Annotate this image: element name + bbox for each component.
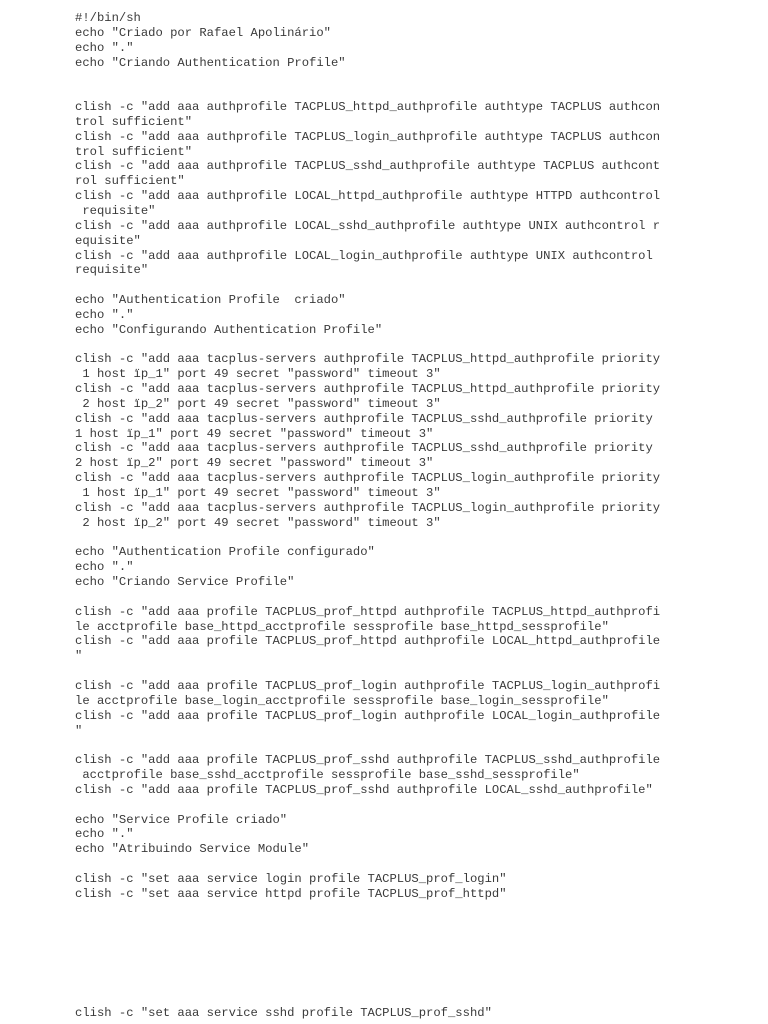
- code-line: ": [75, 649, 83, 664]
- code-line: ": [75, 723, 83, 738]
- code-line: clish -c "add aaa authprofile LOCAL_login_authprofile authtype UNIX authcontrol: [75, 248, 653, 263]
- code-line: echo "Criando Service Profile": [75, 575, 295, 590]
- code-line: 2 host ïp_2" port 49 secret "password" timeout 3": [75, 515, 441, 530]
- code-line: acctprofile base_sshd_acctprofile sessprofile base_sshd_sessprofile": [75, 768, 580, 783]
- code-line: echo "Criando Authentication Profile": [75, 55, 346, 70]
- code-line: clish -c "add aaa profile TACPLUS_prof_sshd authprofile TACPLUS_sshd_authprofile: [75, 753, 661, 768]
- code-line: clish -c "add aaa profile TACPLUS_prof_httpd authprofile TACPLUS_httpd_authprofi: [75, 604, 661, 619]
- code-line: clish -c "add aaa tacplus-servers authprofile TACPLUS_sshd_authprofile priority: [75, 411, 653, 426]
- code-line: clish -c "add aaa authprofile LOCAL_sshd_authprofile authtype UNIX authcontrol r: [75, 218, 661, 233]
- code-line: [75, 338, 715, 353]
- code-line: echo "Criado por Rafael Apolinário": [75, 25, 331, 40]
- code-line: clish -c "add aaa tacplus-servers authprofile TACPLUS_httpd_authprofile priority: [75, 382, 661, 397]
- code-line: [75, 278, 715, 293]
- code-line: [75, 857, 715, 872]
- code-line: echo ".": [75, 560, 134, 575]
- code-line: echo ".": [75, 40, 134, 55]
- code-line: clish -c "add aaa authprofile TACPLUS_login_authprofile authtype TACPLUS authcon: [75, 129, 661, 144]
- code-line: clish -c "add aaa profile TACPLUS_prof_login authprofile TACPLUS_login_authprofi: [75, 678, 661, 693]
- code-line: 2 host ïp_2" port 49 secret "password" timeout 3": [75, 456, 434, 471]
- code-line: trol sufficient": [75, 114, 193, 129]
- code-line: [75, 738, 715, 753]
- code-line: clish -c "add aaa profile TACPLUS_prof_login authprofile LOCAL_login_authprofile: [75, 708, 661, 723]
- code-line: [75, 798, 715, 813]
- script-last-line: clish -c "set aaa service sshd profile TACPLUS_prof_sshd": [75, 1006, 492, 1020]
- code-line: [75, 531, 715, 546]
- code-line: clish -c "add aaa authprofile LOCAL_httpd_authprofile authtype HTTPD authcontrol: [75, 189, 661, 204]
- code-line: equisite": [75, 233, 141, 248]
- code-line: 1 host ïp_1" port 49 secret "password" timeout 3": [75, 367, 441, 382]
- code-line: clish -c "set aaa service httpd profile TACPLUS_prof_httpd": [75, 886, 507, 901]
- code-line: echo "Service Profile criado": [75, 812, 288, 827]
- code-line: echo "Authentication Profile configurado": [75, 545, 375, 560]
- code-line: [75, 70, 715, 85]
- code-line: le acctprofile base_login_acctprofile sessprofile base_login_sessprofile": [75, 693, 609, 708]
- code-line: clish -c "add aaa profile TACPLUS_prof_sshd authprofile LOCAL_sshd_authprofile": [75, 782, 653, 797]
- code-line: clish -c "add aaa profile TACPLUS_prof_httpd authprofile LOCAL_httpd_authprofile: [75, 634, 661, 649]
- code-line: clish -c "add aaa tacplus-servers authprofile TACPLUS_httpd_authprofile priority: [75, 352, 661, 367]
- code-line: le acctprofile base_httpd_acctprofile sessprofile base_httpd_sessprofile": [75, 619, 609, 634]
- code-line: clish -c "add aaa tacplus-servers authprofile TACPLUS_login_authprofile priority: [75, 500, 661, 515]
- code-line: echo "Configurando Authentication Profile": [75, 322, 383, 337]
- code-line: echo "Atribuindo Service Module": [75, 842, 310, 857]
- code-line: echo ".": [75, 827, 134, 842]
- script-code-block: [75, 11, 715, 902]
- code-line: clish -c "set aaa service login profile TACPLUS_prof_login": [75, 871, 507, 886]
- code-line: echo "Authentication Profile criado": [75, 293, 346, 308]
- code-line: [75, 664, 715, 679]
- code-line: 1 host ïp_1" port 49 secret "password" timeout 3": [75, 426, 434, 441]
- code-line: trol sufficient": [75, 144, 193, 159]
- code-line: requisite": [75, 263, 149, 278]
- code-line: rol sufficient": [75, 174, 185, 189]
- code-line: 1 host ïp_1" port 49 secret "password" timeout 3": [75, 486, 441, 500]
- code-line: clish -c "add aaa authprofile TACPLUS_httpd_authprofile authtype TACPLUS authcon: [75, 100, 661, 115]
- code-line: clish -c "add aaa tacplus-servers authprofile TACPLUS_sshd_authprofile priority: [75, 441, 653, 456]
- code-line: 2 host ïp_2" port 49 secret "password" timeout 3": [75, 396, 441, 411]
- code-line: requisite": [75, 203, 156, 218]
- code-line: clish -c "add aaa tacplus-servers authprofile TACPLUS_login_authprofile priority: [75, 471, 661, 486]
- code-line: [75, 85, 715, 100]
- code-line: echo ".": [75, 307, 134, 322]
- code-line: clish -c "add aaa authprofile TACPLUS_sshd_authprofile authtype TACPLUS authcont: [75, 159, 661, 174]
- code-line: #!/bin/sh: [75, 11, 141, 25]
- code-line: [75, 590, 715, 605]
